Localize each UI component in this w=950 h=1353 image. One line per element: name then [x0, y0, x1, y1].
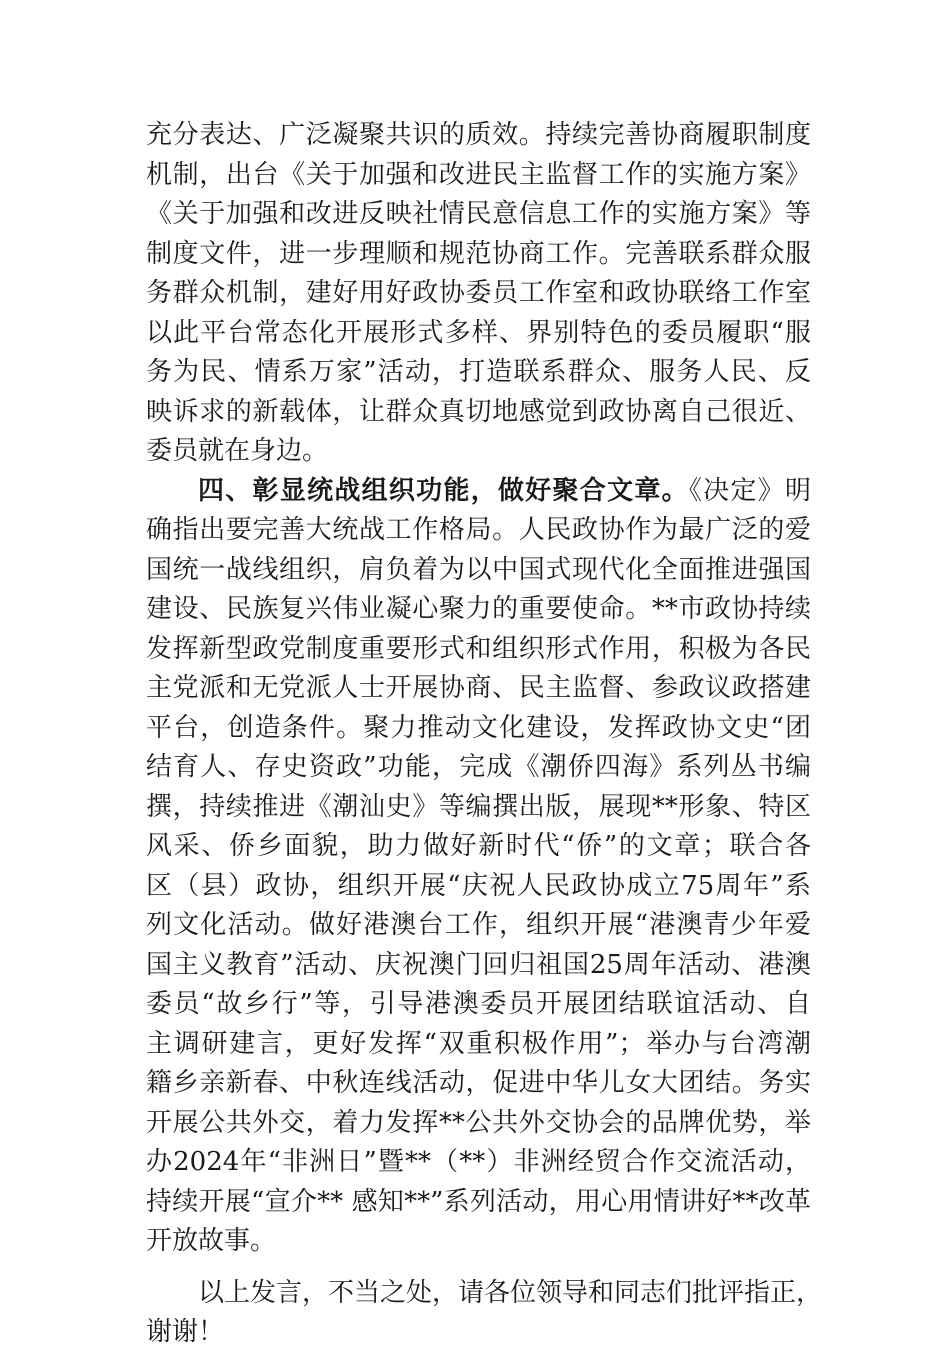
- text-line: 籍乡亲新春、中秋连线活动，促进中华儿女大团结。务实: [146, 1068, 811, 1098]
- text-line: 以此平台常态化开展形式多样、界别特色的委员履职“服: [146, 317, 811, 348]
- text-line: 《关于加强和改进反映社情民意信息工作的实施方案》等: [146, 199, 811, 229]
- text-line: 委员“故乡行”等，引导港澳委员开展团结联谊活动、自: [146, 989, 811, 1019]
- text-line: 持续开展“宣介** 感知**”系列活动，用心用情讲好**改革: [146, 1186, 811, 1217]
- text-line: 务为民、情系万家”活动，打造联系群众、服务人民、反: [146, 357, 811, 387]
- paragraph-3: [146, 1274, 823, 1353]
- paragraph-2: [146, 472, 811, 1262]
- text-line: 制度文件，进一步理顺和规范协商工作。完善联系群众服: [146, 238, 811, 269]
- text-line: 区（县）政协，组织开展“庆祝人民政协成立75周年”系: [146, 870, 811, 901]
- document-page: [146, 116, 823, 1353]
- text-line: 平台，创造条件。聚力推动文化建设，发挥政协文史“团: [146, 712, 811, 743]
- text-line-first: [146, 472, 811, 512]
- text-line: 风采、侨乡面貌，助力做好新时代“侨”的文章；联合各: [146, 831, 811, 861]
- text-line: 建设、民族复兴伟业凝心聚力的重要使命。**市政协持续: [146, 594, 811, 624]
- heading-line-rest: 《决定》明: [688, 475, 811, 506]
- section-heading: 四、彰显统战组织功能，做好聚合文章。: [198, 475, 689, 506]
- text-line: 谢谢！: [146, 1317, 225, 1347]
- text-line: 映诉求的新载体，让群众真切地感觉到政协离自己很近、: [146, 396, 811, 427]
- text-line: 发挥新型政党制度重要形式和组织形式作用，积极为各民: [146, 633, 811, 664]
- text-line: 务群众机制，建好用好政协委员工作室和政协联络工作室: [146, 278, 811, 308]
- text-line: 委员就在身边。: [146, 436, 329, 466]
- text-line: 列文化活动。做好港澳台工作，组织开展“港澳青少年爱: [146, 910, 811, 940]
- text-line: 办2024年“非洲日”暨**（**）非洲经贸合作交流活动，: [146, 1147, 811, 1177]
- text-line: 国主义教育”活动、庆祝澳门回归祖国25周年活动、港澳: [146, 949, 811, 980]
- text-line: 确指出要完善大统战工作格局。人民政协作为最广泛的爱: [146, 515, 811, 545]
- text-line: 充分表达、广泛凝聚共识的质效。持续完善协商履职制度: [146, 120, 811, 150]
- text-line: 开放故事。: [146, 1226, 277, 1256]
- text-line: 结育人、存史资政”功能，完成《潮侨四海》系列丛书编: [146, 752, 811, 782]
- text-line: 国统一战线组织，肩负着为以中国式现代化全面推进强国: [146, 554, 811, 585]
- paragraph-1: [146, 116, 811, 472]
- text-line: 撰，持续推进《潮汕史》等编撰出版，展现**形象、特区: [146, 791, 811, 822]
- text-line: 开展公共外交，着力发挥**公共外交协会的品牌优势，举: [146, 1107, 811, 1138]
- text-line: 机制，出台《关于加强和改进民主监督工作的实施方案》: [146, 159, 811, 190]
- text-line-first: 以上发言，不当之处，请各位领导和同志们批评指正，: [198, 1277, 823, 1308]
- text-line: 主调研建言，更好发挥“双重积极作用”；举办与台湾潮: [146, 1028, 811, 1059]
- text-line: 主党派和无党派人士开展协商、民主监督、参政议政搭建: [146, 673, 811, 703]
- paragraph-gap: [146, 1262, 811, 1274]
